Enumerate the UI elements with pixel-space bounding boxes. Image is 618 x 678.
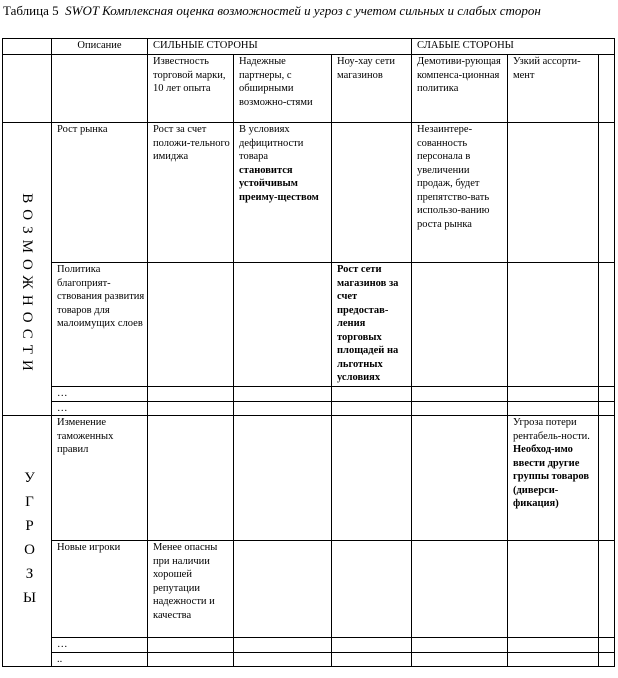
empty-cell: [148, 638, 234, 653]
cell-profitability-threat: [508, 416, 599, 541]
cell-partners-advantage: [234, 123, 332, 263]
extra-blank-cell: [599, 55, 615, 123]
empty-cell: [599, 416, 615, 541]
empty-cell: [412, 652, 508, 667]
empty-cell: [332, 541, 412, 638]
threats-label-letter: Г: [25, 493, 34, 510]
strength-brand: Известность торговой марки, 10 лет опыта: [148, 55, 234, 123]
threat-customs-rules: Изменение таможенных правил: [52, 416, 148, 541]
partners-advantage-plain: В условиях дефицитности товара: [239, 124, 304, 162]
weakness-assortment: Узкий ассорти-мент: [508, 55, 599, 123]
empty-cell: [234, 263, 332, 387]
corner-cell: [3, 39, 52, 55]
threats-label-letter: З: [25, 565, 34, 582]
empty-cell: [234, 401, 332, 416]
empty-cell: [599, 638, 615, 653]
strength-knowhow: Ноу-хау сети магазинов: [332, 55, 412, 123]
opportunity-low-income-policy: Политика благоприят-ствования развития товаров для малоимущих слоев: [52, 263, 148, 387]
side-blank-cell: [3, 55, 52, 123]
description-blank-cell: [52, 55, 148, 123]
threat-ellipsis-1: …: [52, 638, 148, 653]
threats-label-text: [8, 430, 51, 610]
empty-cell: [599, 263, 615, 387]
empty-cell: [234, 387, 332, 402]
empty-cell: [412, 638, 508, 653]
opportunity-ellipsis-2: …: [52, 401, 148, 416]
cell-staff-disinterest: Незаинтере-сованность персонала в увеличении продаж, будет препятство-вать использо-ванию роста рынка: [412, 123, 508, 263]
empty-cell: [599, 541, 615, 638]
empty-cell: [412, 401, 508, 416]
empty-cell: [148, 401, 234, 416]
empty-cell: [599, 401, 615, 416]
threats-label-letter: О: [24, 541, 35, 558]
empty-cell: [148, 652, 234, 667]
empty-cell: [599, 387, 615, 402]
empty-cell: [332, 652, 412, 667]
threats-side-label: [3, 416, 52, 667]
opportunities-side-label: [3, 123, 52, 416]
empty-cell: [508, 638, 599, 653]
empty-cell: [332, 401, 412, 416]
empty-cell: [412, 541, 508, 638]
table-caption: [3, 2, 615, 19]
empty-cell: [332, 387, 412, 402]
threats-label-letter: Ы: [22, 589, 37, 606]
empty-cell: [508, 401, 599, 416]
empty-cell: [148, 263, 234, 387]
cell-reputation: Менее опасны при наличии хорошей репутации надежности и качества: [148, 541, 234, 638]
cell-network-growth: Рост сети магазинов за счет предостав-ления торговых площадей на льготных условиях: [332, 263, 412, 387]
opportunity-market-growth: Рост рынка: [52, 123, 148, 263]
opportunities-label-text: ВОЗМОЖНОСТИ: [19, 193, 35, 377]
cell-growth-image: Рост за счет положи-тельного имиджа: [148, 123, 234, 263]
empty-cell: [508, 263, 599, 387]
empty-cell: [332, 123, 412, 263]
strengths-header: СИЛЬНЫЕ СТОРОНЫ: [148, 39, 412, 55]
empty-cell: [412, 387, 508, 402]
caption-label: Таблица 5: [3, 3, 59, 18]
caption-title: SWOT Комплексная оценка возможностей и угроз с учетом сильных и слабых сторон: [65, 3, 541, 18]
empty-cell: [332, 416, 412, 541]
empty-cell: [508, 387, 599, 402]
threat-new-players: Новые игроки: [52, 541, 148, 638]
opportunity-ellipsis-1: …: [52, 387, 148, 402]
empty-cell: [599, 123, 615, 263]
profitability-threat-plain: Угроза потери рентабель-ности.: [513, 417, 590, 442]
strength-partners: Надежные партнеры, с обширными возможно-стями: [234, 55, 332, 123]
empty-cell: [412, 416, 508, 541]
empty-cell: [508, 541, 599, 638]
empty-cell: [148, 416, 234, 541]
empty-cell: [508, 123, 599, 263]
empty-cell: [234, 416, 332, 541]
weaknesses-header: СЛАБЫЕ СТОРОНЫ: [412, 39, 615, 55]
weakness-compensation: Демотиви-рующая компенса-ционная политика: [412, 55, 508, 123]
empty-cell: [332, 638, 412, 653]
empty-cell: [508, 652, 599, 667]
threats-label-letter: У: [24, 469, 35, 486]
empty-cell: [412, 263, 508, 387]
empty-cell: [234, 638, 332, 653]
empty-cell: [234, 541, 332, 638]
empty-cell: [234, 652, 332, 667]
threat-ellipsis-2: ..: [52, 652, 148, 667]
swot-table: [2, 38, 615, 667]
description-header: Описание: [52, 39, 148, 55]
profitability-threat-bold: Необход-имо ввести другие группы товаров (диверси-фикация): [513, 444, 590, 509]
empty-cell: [599, 652, 615, 667]
threats-label-letter: Р: [25, 517, 34, 534]
partners-advantage-bold: становится устойчивым преиму-ществом: [239, 164, 319, 203]
empty-cell: [148, 387, 234, 402]
